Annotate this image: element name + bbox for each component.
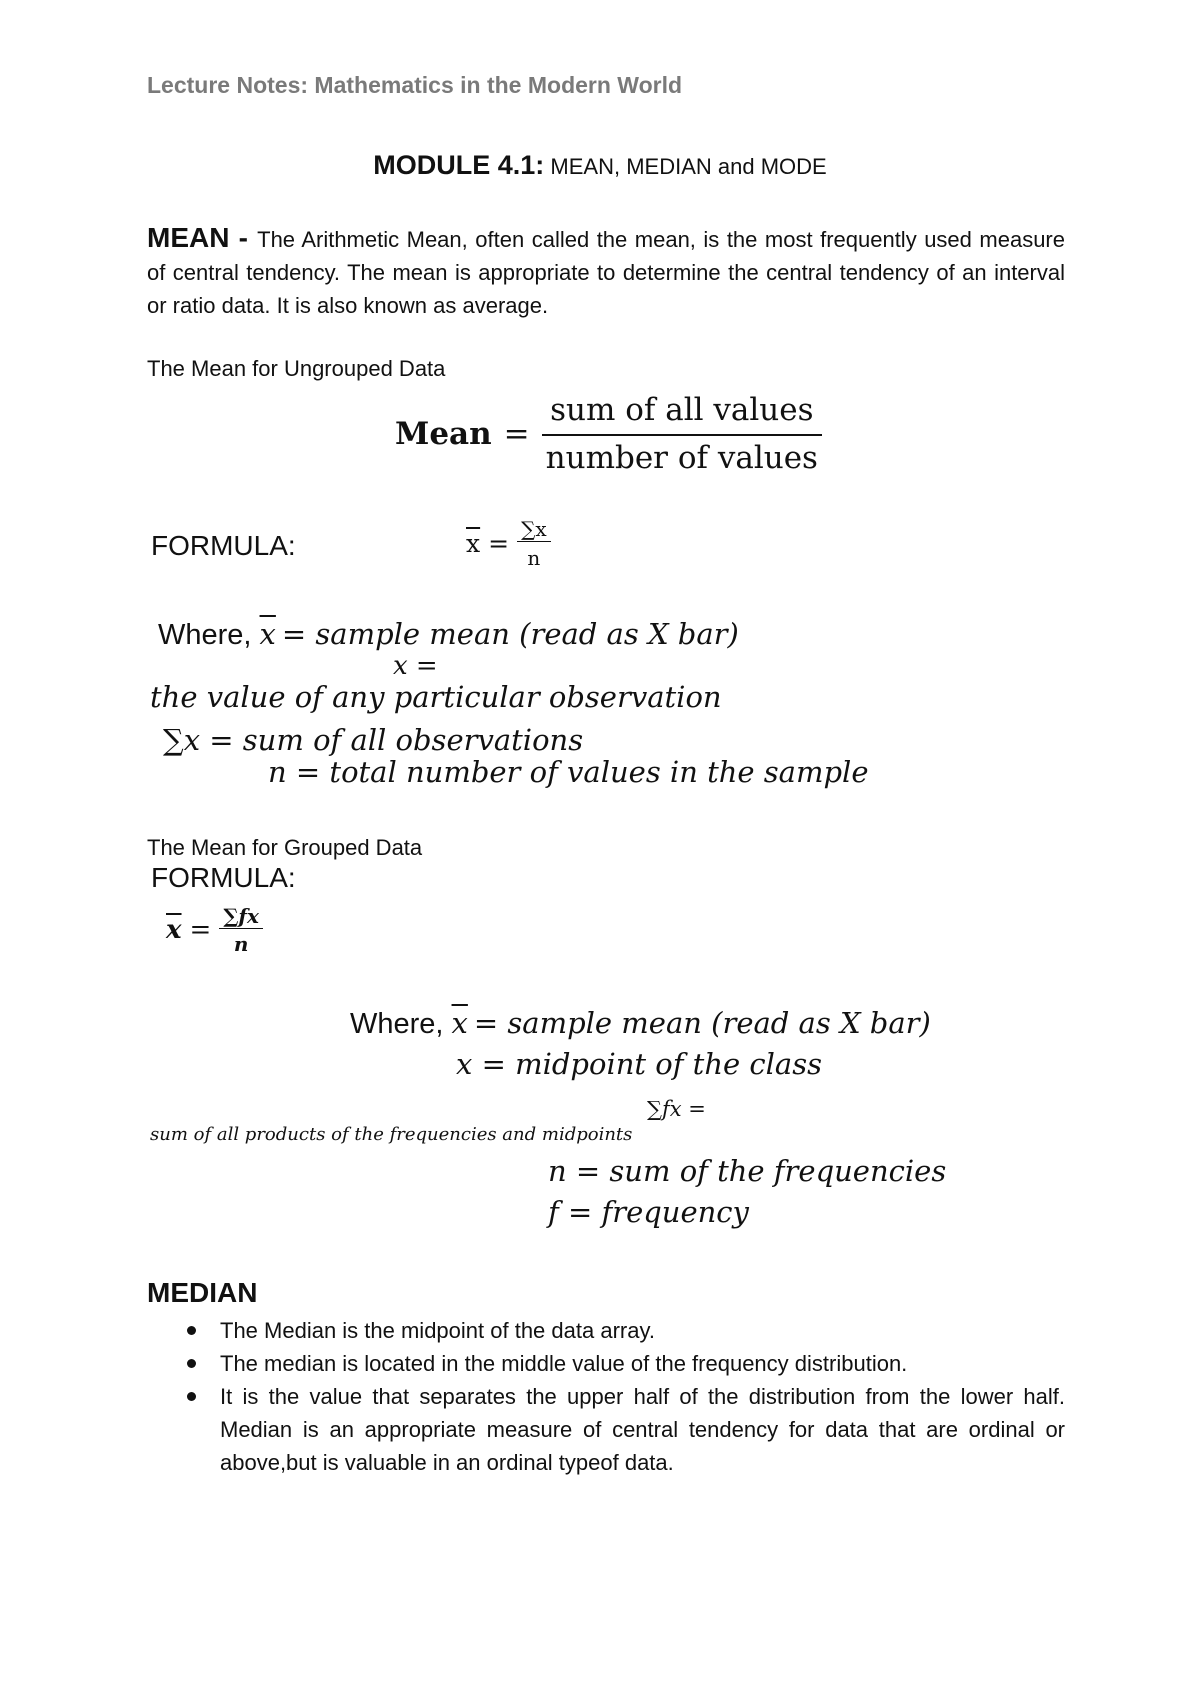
grouped-eq: = <box>189 915 212 945</box>
ungrouped-where-line1 <box>158 617 739 652</box>
ungrouped-label: The Mean for Ungrouped Data <box>147 356 446 381</box>
bullet-icon <box>187 1359 196 1368</box>
grouped-fraction <box>219 904 263 956</box>
grouped-symbol-formula <box>166 904 263 956</box>
x-bar-symbol: $\overline{x}$ <box>166 915 182 945</box>
grouped-where-line1 <box>350 1006 931 1041</box>
mean-dash: - <box>229 222 258 253</box>
module-title <box>0 150 1200 181</box>
where-prefix: Where, <box>158 619 260 651</box>
bullet-text: It is the value that separates the upper half of the distribution from the lower half. Median is an appropriate measure of central tendency for data that are ordinal or above,but is valuable in an ordinal typeof data. <box>220 1384 1065 1475</box>
where-line1-text: = sample mean (read as X bar) <box>281 617 739 651</box>
bullet-text: The median is located in the middle value of the frequency distribution. <box>220 1351 908 1376</box>
median-bullet-list <box>147 1314 1065 1479</box>
module-label: MODULE 4.1: <box>373 150 545 180</box>
ungrouped-where-line4: n = total number of values in the sample <box>268 755 869 789</box>
x-bar-symbol: $\overline{x}$ <box>259 617 276 651</box>
mean-formula-denominator: number of values <box>545 440 818 476</box>
ungrouped-eq: = <box>488 529 510 558</box>
median-heading: MEDIAN <box>147 1277 258 1308</box>
grouped-numerator: ∑fx <box>223 904 259 928</box>
x-bar-symbol: $\overline{x}$ <box>451 1006 468 1040</box>
grouped-where-line3b: sum of all products of the frequencies and midpoints <box>150 1124 633 1145</box>
mean-heading: MEAN <box>147 222 230 253</box>
grouped-where-line5: f = frequency <box>548 1195 749 1229</box>
ungrouped-numerator: ∑x <box>521 517 547 541</box>
fraction-bar <box>517 541 551 542</box>
x-bar-symbol: $\overline{x}$ <box>466 529 481 558</box>
grouped-formula-label: FORMULA: <box>151 862 296 893</box>
list-item <box>147 1347 1065 1380</box>
mean-word-fraction <box>542 392 822 476</box>
fraction-bar <box>219 928 263 929</box>
fraction-bar <box>542 434 822 436</box>
ungrouped-denominator: n <box>527 546 541 570</box>
ungrouped-symbol-formula <box>466 517 551 570</box>
ungrouped-where-x-eq: x = <box>393 651 438 681</box>
ungrouped-where-line2: the value of any particular observation <box>150 680 722 714</box>
where-line1-text: = sample mean (read as X bar) <box>473 1006 931 1040</box>
mean-body: The Arithmetic Mean, often called the mean, is the most frequently used measure of central tendency. The mean is appropriate to determine the central tendency of an interval or ratio data. It is also known as average. <box>147 227 1065 318</box>
bullet-text: The Median is the midpoint of the data array. <box>220 1318 655 1343</box>
list-item <box>147 1314 1065 1347</box>
grouped-where-line4: n = sum of the frequencies <box>548 1154 947 1188</box>
grouped-label: The Mean for Grouped Data <box>147 835 423 860</box>
mean-formula-lhs: Mean <box>395 416 492 452</box>
document-header: Lecture Notes: Mathematics in the Modern World <box>147 72 683 98</box>
module-subtitle: MEAN, MEDIAN and MODE <box>544 154 827 179</box>
grouped-where-line2: x = midpoint of the class <box>456 1047 822 1081</box>
ungrouped-formula-label: FORMULA: <box>151 530 296 561</box>
where-prefix: Where, <box>350 1008 452 1040</box>
ungrouped-fraction <box>517 517 551 570</box>
mean-formula-eq: = <box>503 416 530 452</box>
mean-word-formula <box>395 392 822 476</box>
mean-definition <box>147 221 1065 322</box>
grouped-denominator: n <box>233 932 249 956</box>
bullet-icon <box>187 1326 196 1335</box>
bullet-icon <box>187 1392 196 1401</box>
mean-formula-numerator: sum of all values <box>550 392 814 428</box>
ungrouped-where-line3: ∑x = sum of all observations <box>163 723 584 757</box>
list-item <box>147 1380 1065 1479</box>
grouped-where-line3a: ∑fx = <box>647 1097 706 1121</box>
